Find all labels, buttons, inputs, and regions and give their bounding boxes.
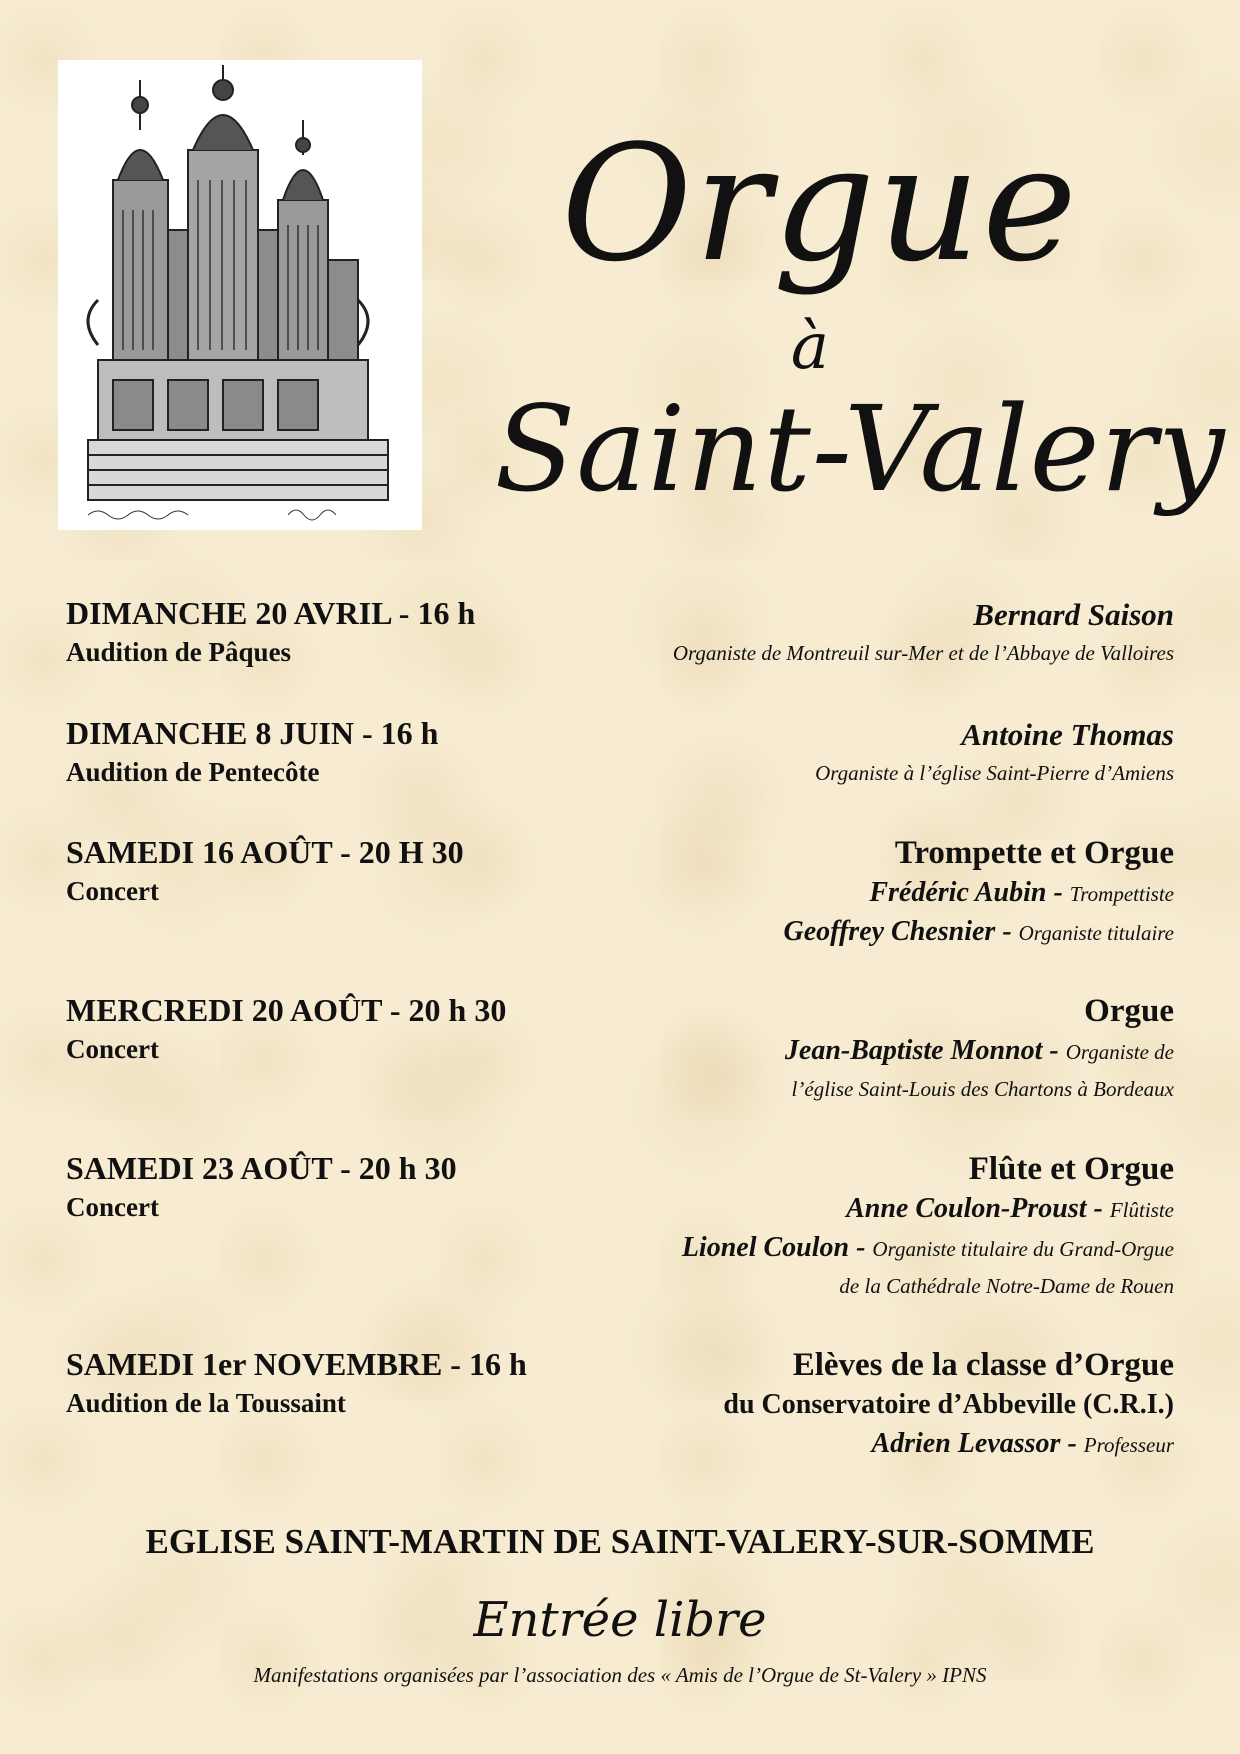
event-date: SAMEDI 23 AOÛT - 20 h 30 — [66, 1150, 457, 1186]
performer-description: Organiste de Montreuil sur-Mer et de l’Abbaye de Valloires — [672, 641, 1174, 665]
event-details — [785, 992, 1174, 1109]
event-heading: Elèves de la classe d’Orgue — [792, 1347, 1174, 1383]
performer-line — [784, 912, 1174, 951]
event-date: MERCREDI 20 AOÛT - 20 h 30 — [66, 992, 507, 1028]
performer-role: Organiste de — [1065, 1040, 1174, 1064]
venue: EGLISE SAINT-MARTIN DE SAINT-VALERY-SUR-SOMME — [145, 1522, 1095, 1561]
performer-role: Organiste titulaire du Grand-Orgue — [872, 1237, 1174, 1261]
event-heading: Trompette et Orgue — [894, 835, 1174, 871]
event-type: Concert — [66, 1034, 159, 1064]
event-date: SAMEDI 16 AOÛT - 20 H 30 — [66, 834, 464, 870]
event-details — [673, 595, 1174, 673]
organizer-note: Manifestations organisées par l’association des « Amis de l’Orgue de St-Valery » IPNS — [253, 1663, 987, 1687]
admission: Entrée libre — [473, 1592, 767, 1648]
performer-line — [784, 873, 1174, 912]
organ-illustration — [58, 60, 422, 530]
event-heading: Orgue — [1084, 993, 1174, 1029]
event-details — [682, 1150, 1174, 1306]
separator: - — [1042, 1035, 1066, 1066]
performer-name: Lionel Coulon — [681, 1232, 850, 1263]
performer-line — [723, 1424, 1174, 1463]
performer-name: Bernard Saison — [973, 597, 1174, 632]
performer-name: Geoffrey Chesnier — [783, 916, 996, 947]
performer-role: Flûtiste — [1109, 1198, 1174, 1222]
title-orgue: Orgue — [561, 110, 1079, 297]
organ-sketch — [58, 60, 422, 530]
performer-role: Professeur — [1083, 1433, 1174, 1457]
separator: - — [1086, 1193, 1110, 1224]
performer-role-continued: l’église Saint-Louis des Chartons à Bordeaux — [791, 1077, 1174, 1101]
event-details — [784, 834, 1174, 951]
event-date: DIMANCHE 20 AVRIL - 16 h — [66, 595, 476, 631]
performer-role-continued: de la Cathédrale Notre-Dame de Rouen — [839, 1274, 1174, 1298]
performer-line — [682, 1189, 1174, 1228]
event-type: Audition de Pâques — [66, 637, 292, 667]
performer-name: Jean-Baptiste Monnot — [784, 1035, 1043, 1066]
performer-description: Organiste à l’église Saint-Pierre d’Amiens — [815, 761, 1174, 785]
performer-role: Trompettiste — [1069, 882, 1174, 906]
separator: - — [849, 1232, 873, 1263]
title-saint-valery: Saint-Valery — [494, 380, 1226, 518]
event-details — [723, 1346, 1174, 1463]
event-type: Audition de la Toussaint — [66, 1388, 346, 1418]
performer-name: Anne Coulon-Proust — [846, 1193, 1087, 1224]
event-details — [815, 715, 1174, 793]
event-heading: Flûte et Orgue — [968, 1151, 1174, 1187]
title-a: à — [790, 310, 830, 384]
event-date: SAMEDI 1er NOVEMBRE - 16 h — [66, 1346, 527, 1382]
performer-name: Antoine Thomas — [961, 717, 1174, 752]
performer-role: Organiste titulaire — [1018, 921, 1174, 945]
event-type: Concert — [66, 876, 159, 906]
performer-name: Frédéric Aubin — [869, 877, 1047, 908]
event-subheading: du Conservatoire d’Abbeville (C.R.I.) — [723, 1389, 1174, 1420]
performer-line — [785, 1031, 1174, 1070]
separator: - — [1046, 877, 1070, 908]
title-block — [470, 80, 1226, 560]
performer-name: Adrien Levassor — [871, 1428, 1061, 1459]
event-type: Audition de Pentecôte — [66, 757, 320, 787]
performer-line — [682, 1228, 1174, 1267]
separator: - — [995, 916, 1019, 947]
event-date: DIMANCHE 8 JUIN - 16 h — [66, 715, 439, 751]
event-type: Concert — [66, 1192, 159, 1222]
separator: - — [1060, 1428, 1084, 1459]
